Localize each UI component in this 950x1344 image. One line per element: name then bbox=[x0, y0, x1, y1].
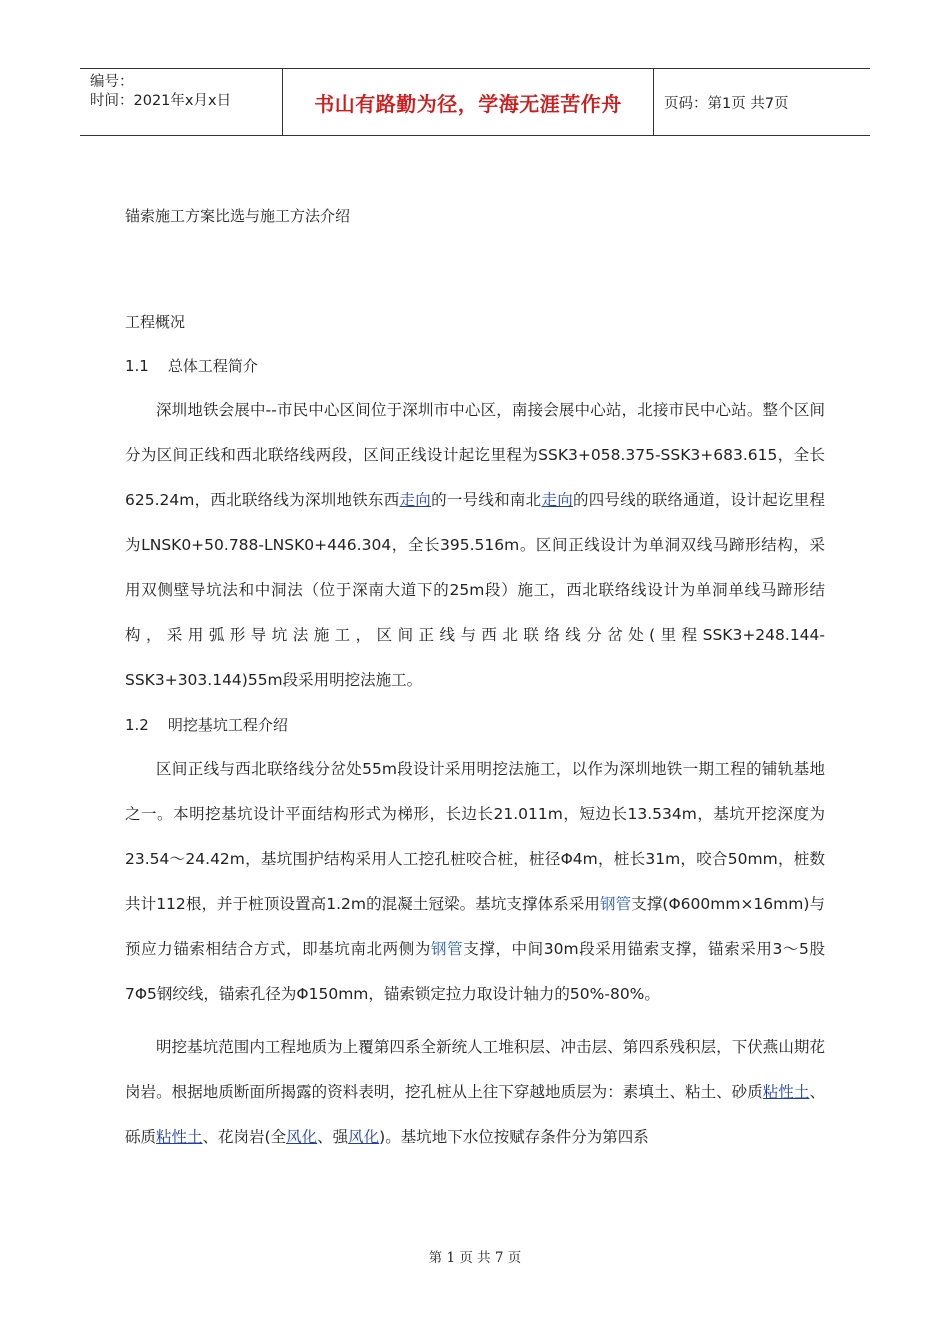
subsection-title-1: 1.1 总体工程简介 bbox=[125, 357, 258, 375]
link-zouxiang-1[interactable]: 走向 bbox=[399, 491, 432, 509]
paragraph-1-text-a: 深圳地铁会展中--市民中心区间位于深圳市中心区，南接会展中心站，北接市民中心站。整个区间分为区间正线和西北联络线两段，区间正线设计起讫里程为SSK3+058.375-SSK3+683.615，全长625.24m，西北联络线为深圳地铁东西 bbox=[125, 401, 825, 509]
document-title: 锚索施工方案比选与施工方法介绍 bbox=[125, 207, 351, 225]
header-motto-cell bbox=[282, 69, 654, 135]
page-info: 页码：第1页 共7页 bbox=[664, 95, 789, 112]
paragraph-2-text-c: 支撑，中间30m段采用锚索支撑，锚索采用3～5股7Φ5钢绞线，锚索孔径为Φ150mm，锚索锁定拉力取设计轴力的50%-80%。 bbox=[125, 940, 825, 1003]
paragraph-2 bbox=[125, 747, 825, 1017]
header-meta bbox=[80, 69, 282, 135]
keyword-gangguan-1: 钢管 bbox=[600, 895, 632, 913]
link-nianxingtu-1[interactable]: 粘性土 bbox=[762, 1083, 810, 1101]
document-body bbox=[125, 194, 825, 1160]
paragraph-3-text-c: 、花岗岩(全 bbox=[202, 1128, 287, 1146]
link-fenghua-2[interactable]: 风化 bbox=[348, 1128, 380, 1146]
motto-text: 书山有路勤为径，学海无涯苦作舟 bbox=[314, 91, 622, 116]
page-header bbox=[80, 68, 870, 136]
paragraph-3-text-b: 、砾质 bbox=[125, 1083, 825, 1146]
paragraph-3-text-e: )。基坑地下水位按赋存条件分为第四系 bbox=[379, 1128, 649, 1146]
link-fenghua-1[interactable]: 风化 bbox=[286, 1128, 318, 1146]
paragraph-2-text-b: 支撑(Φ600mm×16mm)与预应力锚索相结合方式，即基坑南北两侧为 bbox=[125, 895, 825, 958]
header-page-info bbox=[654, 69, 870, 135]
subsection-title-2: 1.2 明挖基坑工程介绍 bbox=[125, 716, 288, 734]
page-footer: 第 1 页 共 7 页 bbox=[428, 1250, 522, 1266]
time-label: 时间：2021年x月x日 bbox=[90, 93, 232, 109]
paragraph-1 bbox=[125, 388, 825, 703]
paragraph-3-text-a: 明挖基坑范围内工程地质为上覆第四系全新统人工堆积层、冲击层、第四系残积层，下伏燕山期花岗岩。根据地质断面所揭露的资料表明，挖孔桩从上往下穿越地质层为：素填土、粘土、砂质 bbox=[125, 1038, 825, 1101]
paragraph-3 bbox=[125, 1025, 825, 1160]
number-label: 编号： bbox=[90, 74, 134, 90]
paragraph-1-text-c: 的四号线的联络通道，设计起讫里程为LNSK0+50.788-LNSK0+446.304，全长395.516m。区间正线设计为单洞双线马蹄形结构，采用双侧壁导坑法和中洞法（位于深南大道下的25m段）施工，西北联络线设计为单洞单线马蹄形结构，采用弧形导坑法施工，区间正线与西北联络线分岔处(里程SSK3+248.144-SSK3+303.144)55m段采用明挖法施工。 bbox=[125, 491, 825, 689]
link-zouxiang-2[interactable]: 走向 bbox=[541, 491, 573, 509]
paragraph-1-text-b: 的一号线和南北 bbox=[431, 491, 542, 509]
paragraph-3-text-d: 、强 bbox=[317, 1128, 349, 1146]
keyword-gangguan-2: 钢管 bbox=[431, 940, 464, 958]
link-nianxingtu-2[interactable]: 粘性土 bbox=[156, 1128, 203, 1146]
paragraph-2-text-a: 区间正线与西北联络线分岔处55m段设计采用明挖法施工，以作为深圳地铁一期工程的铺轨基地之一。本明挖基坑设计平面结构形式为梯形，长边长21.011m，短边长13.534m，基坑开挖深度为23.54～24.42m，基坑围护结构采用人工挖孔桩咬合桩，桩径Φ4m，桩长31m，咬合50mm，桩数共计112根，并于桩顶设置高1.2m的混凝土冠梁。基坑支撑体系采用 bbox=[125, 760, 825, 913]
section-title: 工程概况 bbox=[125, 313, 186, 331]
